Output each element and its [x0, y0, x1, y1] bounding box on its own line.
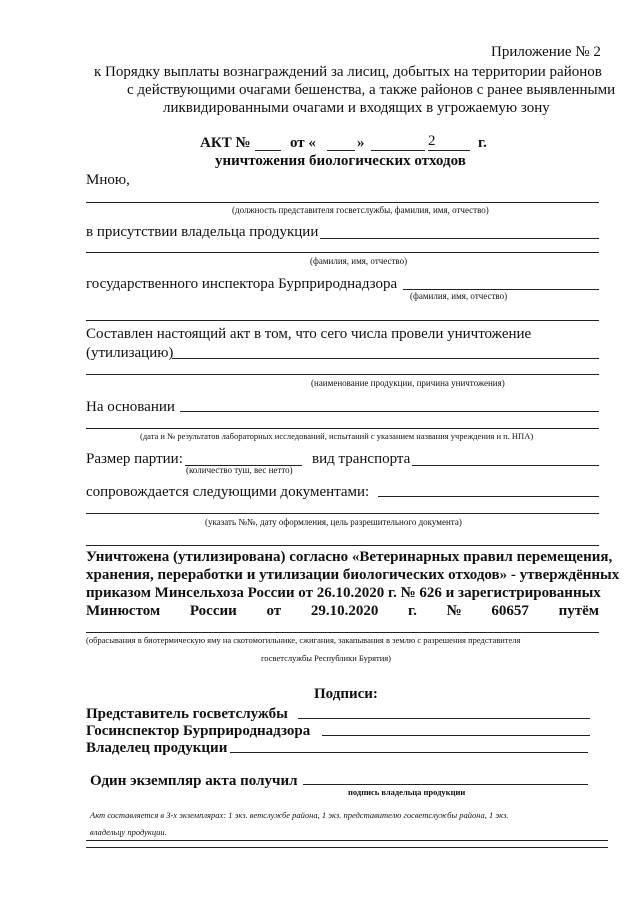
statement-word: 29.10.2020 [310, 603, 379, 619]
batch-hint: (количество туш, вес нетто) [186, 465, 293, 475]
product-field[interactable] [172, 358, 599, 359]
act-year-field[interactable] [428, 150, 470, 151]
act-year-suffix: г. [478, 135, 487, 151]
act-date-close: » [357, 135, 365, 151]
basis-hint: (дата и № результатов лабораторных исследований, испытаний с указанием названия учреждения и п. НПА) [140, 431, 534, 441]
statement-word: г. [408, 603, 417, 619]
header-line-3: ликвидированными очагами и входящих в угрожаемую зону [163, 100, 550, 116]
act-month-field[interactable] [371, 150, 425, 151]
statement-line-3: приказом Минсельхоза России от 26.10.2020 г. № 626 и зарегистрированных [86, 585, 601, 601]
inspector-field[interactable] [403, 289, 599, 290]
docs-field-line-2[interactable] [86, 513, 599, 514]
inspector-label: государственного инспектора Бурприроднадзора [86, 276, 398, 292]
inspector-signature-field[interactable] [322, 735, 590, 736]
docs-field[interactable] [378, 496, 599, 497]
statement-hint-line-2: госветслужбы Республики Бурятия) [261, 653, 391, 663]
docs-label: сопровождается следующими документами: [86, 484, 370, 500]
by-me-field[interactable] [86, 202, 599, 203]
copy-received-label: Один экземпляр акта получил [90, 773, 298, 789]
statement-word: от [266, 603, 282, 619]
by-me-label: Мною, [86, 172, 130, 188]
act-subtitle: уничтожения биологических отходов [215, 153, 466, 169]
transport-field[interactable] [412, 465, 599, 466]
statement-word: 60657 [491, 603, 529, 619]
copy-received-field[interactable] [303, 784, 588, 785]
product-field-line-2[interactable] [86, 374, 599, 375]
inspector-field-line-2[interactable] [86, 320, 599, 321]
owner-hint: (фамилия, имя, отчество) [310, 256, 408, 266]
appendix-number: Приложение № 2 [491, 44, 601, 60]
statement-word: путём [558, 603, 599, 619]
vet-signature-field[interactable] [298, 718, 590, 719]
header-line-2: с действующими очагами бешенства, а также районов с ранее выявленными [127, 82, 616, 98]
basis-label: На основании [86, 399, 175, 415]
statement-hint-line-1: (обрасывания в биотермическую яму на скотомогильнике, сжигания, закапывания в землю с разрешения представителя [86, 635, 521, 645]
owner-signature-label: Владелец продукции [86, 740, 228, 756]
vet-signature-label: Представитель госветслужбы [86, 706, 288, 722]
basis-field-line-2[interactable] [86, 428, 599, 429]
owner-label: в присутствии владельца продукции [86, 224, 319, 240]
act-number-field[interactable] [255, 150, 281, 151]
footnote-line-1: Акт составляется в 3-х экземплярах: 1 экз. ветслужбе района, 1 экз. представителю госветслужбы района, 1 экз. [90, 810, 509, 820]
statement-word: Минюстом [86, 603, 161, 619]
statement-top-line [86, 545, 599, 546]
owner-signature-field[interactable] [230, 752, 588, 753]
statement-line-2: хранения, переработки и утилизации биологических отходов» - утверждённых [86, 567, 620, 583]
copy-received-hint: подпись владельца продукции [348, 787, 466, 797]
compiled-line-1: Составлен настоящий акт в том, что сего числа провели уничтожение [86, 326, 532, 342]
inspector-hint: (фамилия, имя, отчество) [410, 291, 508, 301]
owner-field-line-2[interactable] [86, 252, 599, 253]
compiled-hint: (наименование продукции, причина уничтожения) [311, 378, 505, 388]
header-line-1: к Порядку выплаты вознаграждений за лисиц, добытых на территории районов [94, 64, 602, 80]
docs-hint: (указать №№, дату оформления, цель разрешительного документа) [205, 517, 462, 527]
transport-label: вид транспорта [312, 451, 411, 467]
statement-word: России [189, 603, 237, 619]
act-day-field[interactable] [327, 150, 355, 151]
footnote-rule-1 [86, 840, 608, 841]
statement-word: № [446, 603, 462, 619]
act-date-open: от « [290, 135, 316, 151]
statement-line-1: Уничтожена (утилизирована) согласно «Ветеринарных правил перемещения, [86, 549, 613, 565]
statement-line-4 [86, 603, 599, 620]
inspector-signature-label: Госинспектор Бурприроднадзора [86, 723, 311, 739]
act-number-label: АКТ № [200, 135, 251, 151]
signatures-heading: Подписи: [314, 686, 378, 702]
footnote-rule-2 [86, 847, 608, 848]
basis-field[interactable] [180, 411, 599, 412]
by-me-hint: (должность представителя госветслужбы, фамилия, имя, отчество) [232, 205, 489, 215]
owner-field[interactable] [320, 238, 599, 239]
act-year-digit: 2 [428, 133, 436, 149]
footnote-line-2: владельцу продукции. [90, 827, 167, 837]
compiled-line-2: (утилизацию) [86, 345, 174, 361]
method-field[interactable] [86, 632, 599, 633]
batch-label: Размер партии: [86, 451, 183, 467]
